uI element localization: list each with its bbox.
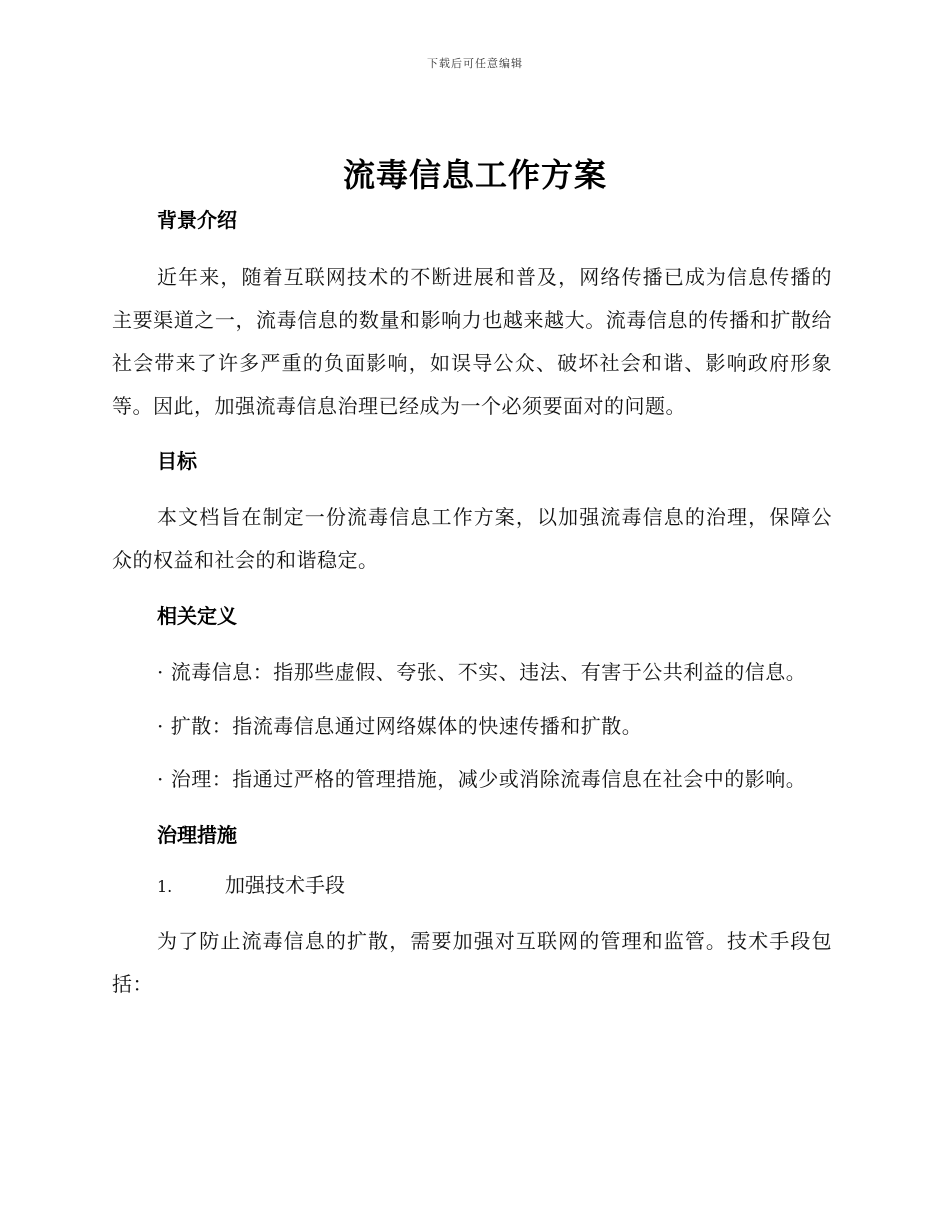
list-label: 加强技术手段 xyxy=(225,873,345,897)
list-number: 1. xyxy=(157,877,173,896)
document-title: 流毒信息工作方案 xyxy=(342,156,607,194)
section-heading-definitions: 相关定义 xyxy=(157,604,237,628)
section-heading-goal: 目标 xyxy=(157,449,197,473)
background-paragraph: 近年来，随着互联网技术的不断进展和普及，网络传播已成为信息传播的主要渠道之一，流毒信息的数量和影响力也越来越大。流毒信息的传播和扩散给社会带来了许多严重的负面影响，如误导公众、破坏社会和谐、影响政府形象等。因此，加强流毒信息治理已经成为一个必须要面对的问题。 xyxy=(112,265,832,418)
definition-item: · 扩散：指流毒信息通过网络媒体的快速传播和扩散。 xyxy=(157,714,643,738)
goal-paragraph: 本文档旨在制定一份流毒信息工作方案，以加强流毒信息的治理，保障公众的权益和社会的和谐稳定。 xyxy=(112,505,832,572)
definition-item: · 流毒信息：指那些虚假、夸张、不实、违法、有害于公共利益的信息。 xyxy=(157,660,807,684)
document-body xyxy=(112,203,832,1006)
header-note: 下载后可任意编辑 xyxy=(427,57,523,70)
definition-item: · 治理：指通过严格的管理措施，减少或消除流毒信息在社会中的影响。 xyxy=(157,767,807,791)
section-heading-measures: 治理措施 xyxy=(157,823,237,847)
section-heading-background: 背景介绍 xyxy=(157,208,237,232)
measures-paragraph: 为了防止流毒信息的扩散，需要加强对互联网的管理和监管。技术手段包括： xyxy=(112,929,832,996)
numbered-list-item xyxy=(157,868,832,904)
